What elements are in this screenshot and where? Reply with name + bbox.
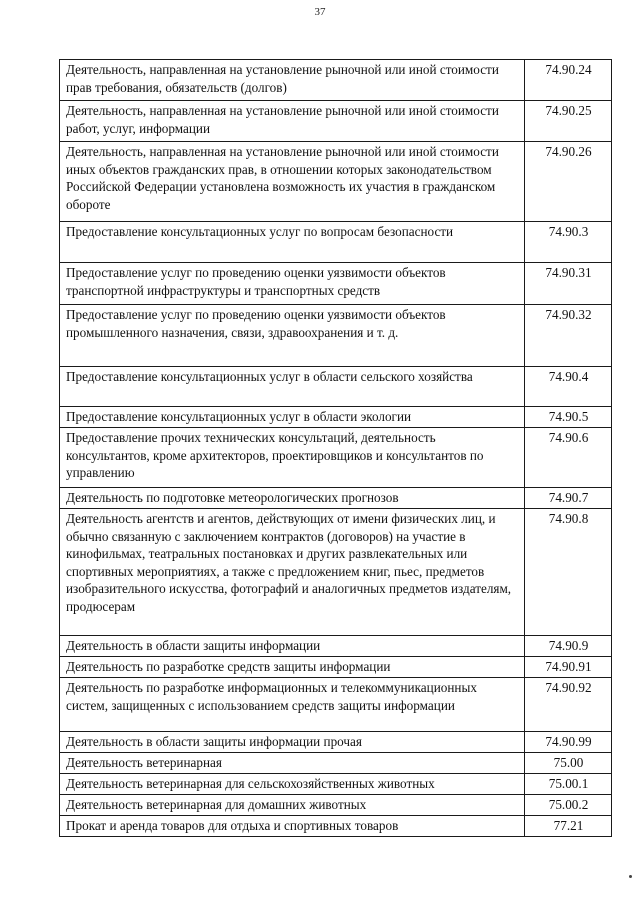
table-row (60, 142, 612, 222)
table-row (60, 657, 612, 678)
activity-description: Предоставление консультационных услуг в области сельского хозяйства (60, 367, 525, 407)
table-row (60, 367, 612, 407)
activity-code: 74.90.9 (525, 636, 612, 657)
page-number: 37 (314, 6, 326, 18)
activity-code: 74.90.25 (525, 101, 612, 142)
activity-description: Деятельность в области защиты информации прочая (60, 732, 525, 753)
activity-description: Деятельность по разработке информационных и телекоммуникационных систем, защищенных с использованием средств защиты информации (60, 678, 525, 732)
table-row (60, 428, 612, 488)
activity-description: Предоставление услуг по проведению оценки уязвимости объектов промышленного назначения, связи, здравоохранения и т. д. (60, 305, 525, 367)
activity-description: Деятельность, направленная на установление рыночной или иной стоимости прав требования, обязательств (долгов) (60, 60, 525, 101)
activity-code: 74.90.91 (525, 657, 612, 678)
activity-code: 74.90.5 (525, 407, 612, 428)
activity-description: Деятельность, направленная на установление рыночной или иной стоимости работ, услуг, информации (60, 101, 525, 142)
table-row (60, 795, 612, 816)
activity-description: Предоставление прочих технических консультаций, деятельность консультантов, кроме архитекторов, проектировщиков и консультантов по управлению (60, 428, 525, 488)
activity-code: 74.90.26 (525, 142, 612, 222)
table-row (60, 509, 612, 636)
activity-description: Деятельность ветеринарная (60, 753, 525, 774)
activity-code: 75.00.2 (525, 795, 612, 816)
activity-code: 74.90.24 (525, 60, 612, 101)
table-row (60, 636, 612, 657)
table-row (60, 753, 612, 774)
activity-description: Деятельность агентств и агентов, действующих от имени физических лиц, и обычно связанную с заключением контрактов (договоров) на участие в кинофильмах, театральных постановках и других развлекательных или спортивных мероприятиях, а также с предложением книг, пьес, предметов изобразительного искусства, фотографий и аналогичных предметов издателям, продюсерам (60, 509, 525, 636)
activity-description: Предоставление услуг по проведению оценки уязвимости объектов транспортной инфраструктуры и транспортных средств (60, 263, 525, 305)
table-row (60, 407, 612, 428)
activity-description: Предоставление консультационных услуг в области экологии (60, 407, 525, 428)
activity-code: 74.90.32 (525, 305, 612, 367)
table-row (60, 60, 612, 101)
activity-code: 74.90.8 (525, 509, 612, 636)
activity-code: 75.00.1 (525, 774, 612, 795)
activity-code: 74.90.31 (525, 263, 612, 305)
activity-code: 74.90.3 (525, 222, 612, 263)
activity-description: Деятельность по разработке средств защиты информации (60, 657, 525, 678)
table-row (60, 263, 612, 305)
activity-codes-table (59, 59, 612, 837)
table-row (60, 732, 612, 753)
table-row (60, 816, 612, 837)
table-row (60, 222, 612, 263)
activity-description: Деятельность ветеринарная для домашних животных (60, 795, 525, 816)
activity-description: Деятельность по подготовке метеорологических прогнозов (60, 488, 525, 509)
activity-code: 74.90.6 (525, 428, 612, 488)
table-row (60, 678, 612, 732)
table-row (60, 774, 612, 795)
activity-code: 75.00 (525, 753, 612, 774)
table-row (60, 488, 612, 509)
activity-code: 74.90.92 (525, 678, 612, 732)
activity-description: Деятельность ветеринарная для сельскохозяйственных животных (60, 774, 525, 795)
activity-description: Прокат и аренда товаров для отдыха и спортивных товаров (60, 816, 525, 837)
activity-code: 74.90.7 (525, 488, 612, 509)
activity-description: Деятельность в области защиты информации (60, 636, 525, 657)
activity-code: 74.90.99 (525, 732, 612, 753)
activity-code: 74.90.4 (525, 367, 612, 407)
table-row (60, 101, 612, 142)
activity-code: 77.21 (525, 816, 612, 837)
scan-speck (629, 875, 632, 878)
activity-description: Предоставление консультационных услуг по вопросам безопасности (60, 222, 525, 263)
activity-description: Деятельность, направленная на установление рыночной или иной стоимости иных объектов гражданских прав, в отношении которых законодательством Российской Федерации установлена возможность их участия в гражданском обороте (60, 142, 525, 222)
table-row (60, 305, 612, 367)
